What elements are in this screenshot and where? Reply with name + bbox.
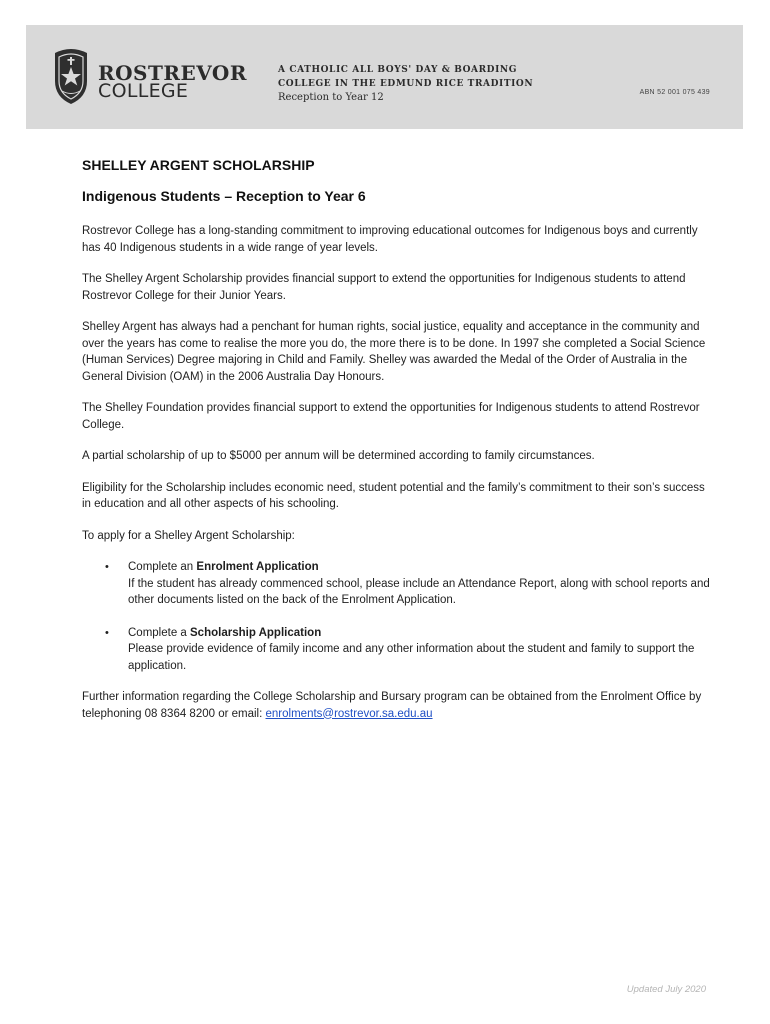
- step-prefix: Complete an: [128, 561, 197, 573]
- step-detail: Please provide evidence of family income and any other information about the student and family to support the application.: [128, 643, 695, 672]
- document-body: [82, 156, 712, 722]
- college-crest-icon: [51, 47, 91, 105]
- paragraph-eligibility: Eligibility for the Scholarship includes economic need, student potential and the family’s commitment to their son’s success in education and all other aspects of his schooling.: [82, 481, 705, 510]
- paragraph-foundation: The Shelley Foundation provides financial support to extend the opportunities for Indigenous students to attend Rostrevor College.: [82, 402, 700, 431]
- logo-sub: COLLEGE: [98, 80, 189, 102]
- college-logotype: [98, 63, 247, 101]
- document-subtitle: Indigenous Students – Reception to Year 6: [82, 188, 366, 204]
- paragraph-scholarship: The Shelley Argent Scholarship provides financial support to extend the opportunities for Indigenous students to attend Rostrevor College for their Junior Years.: [82, 273, 686, 302]
- step-prefix: Complete a: [128, 626, 191, 639]
- step-detail: If the student has already commenced school, please include an Attendance Report, along with school reports and other documents listed on the back of the Enrolment Application.: [128, 577, 710, 606]
- step-label: Enrolment Application: [196, 561, 319, 573]
- list-item: [82, 559, 712, 609]
- email-link[interactable]: enrolments@rostrevor.sa.edu.au: [265, 707, 433, 720]
- list-item: [82, 625, 712, 675]
- step-label: Scholarship Application: [190, 626, 322, 639]
- logo-name: ROSTREVOR: [98, 61, 247, 85]
- paragraph-intro: Rostrevor College has a long-standing commitment to improving educational outcomes for Indigenous boys and currently has 40 Indigenous students in a wide range of year levels.: [82, 225, 698, 254]
- tagline-line-1: A CATHOLIC ALL BOYS' DAY & BOARDING: [278, 65, 518, 75]
- paragraph-shelley-argent: Shelley Argent has always had a penchant for human rights, social justice, equality and acceptance in the community and over the years has come to realise the more you do, the more there is to be done. In 1997 she completed a Social Science (Human Services) Degree majoring in Child and Family. Shelley was awarded the Medal of the Order of Australia in the General Division (OAM) in the 2006 Australia Day Honours.: [82, 321, 706, 383]
- bullet-icon: •: [105, 561, 109, 573]
- tagline-line-3: Reception to Year 12: [278, 92, 384, 103]
- tagline-line-2: COLLEGE IN THE EDMUND RICE TRADITION: [278, 79, 534, 89]
- college-tagline: [278, 63, 533, 105]
- paragraph-amount: A partial scholarship of up to $5000 per annum will be determined according to family circumstances.: [82, 450, 595, 462]
- bullet-icon: •: [105, 626, 109, 639]
- paragraph-contact: [82, 689, 712, 722]
- paragraph-apply-intro: To apply for a Shelley Argent Scholarship:: [82, 529, 295, 542]
- letterhead: [26, 25, 743, 129]
- updated-date: Updated July 2020: [626, 984, 706, 995]
- application-steps: [82, 559, 712, 674]
- contact-text: Further information regarding the College Scholarship and Bursary program can be obtained from the Enrolment Office by telephoning 08 8364 8200 or email:: [82, 691, 702, 720]
- document-title: SHELLEY ARGENT SCHOLARSHIP: [82, 157, 315, 173]
- abn-number: ABN 52 001 075 439: [639, 89, 710, 96]
